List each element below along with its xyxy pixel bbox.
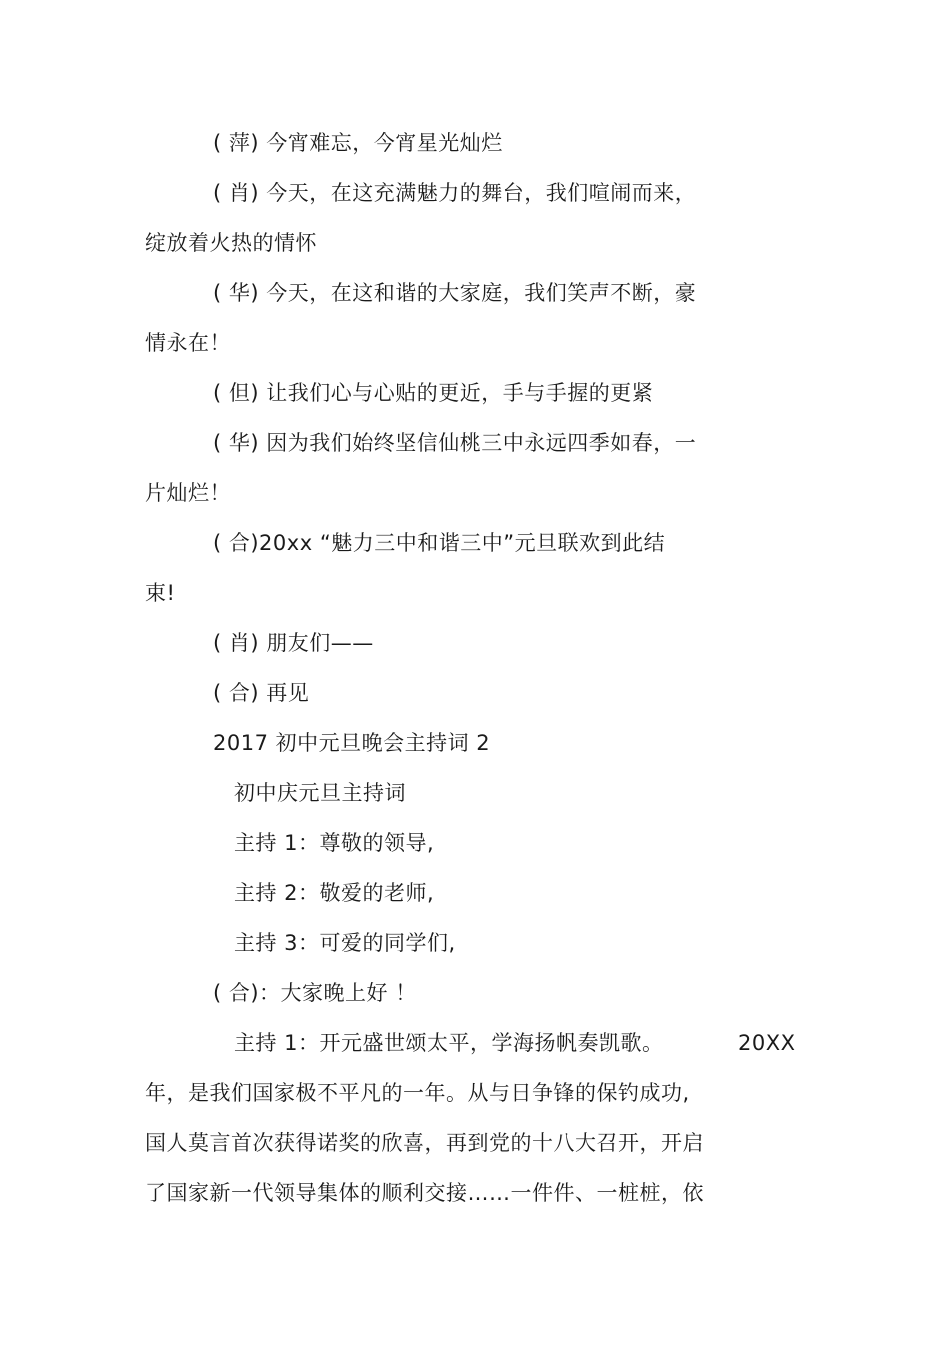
year-label: 20XX: [738, 1031, 796, 1055]
body-paragraph-line: 了国家新一代领导集体的顺利交接……一件件、一桩桩，依: [145, 1181, 704, 1205]
host-line-2: 主持 2：敬爱的老师,: [234, 881, 435, 905]
script-line-hua-2: ( 华) 因为我们始终坚信仙桃三中永远四季如春，一: [213, 431, 697, 455]
script-line-xiao-1: ( 肖) 今天，在这充满魅力的舞台，我们喧闹而来，: [213, 181, 697, 205]
script-line-hua-1: ( 华) 今天，在这和谐的大家庭，我们笑声不断，豪: [213, 281, 697, 305]
section-heading: 2017 初中元旦晚会主持词 2: [213, 731, 491, 755]
body-paragraph-line: 年，是我们国家极不平凡的一年。从与日争锋的保钓成功,: [145, 1081, 690, 1105]
host-line-3: 主持 3：可爱的同学们,: [234, 931, 456, 955]
script-line-dan: ( 但) 让我们心与心贴的更近，手与手握的更紧: [213, 381, 654, 405]
script-line-xiao-2: ( 肖) 朋友们——: [213, 631, 374, 655]
body-paragraph-line: 国人莫言首次获得诺奖的欣喜，再到党的十八大召开，开启: [145, 1131, 704, 1155]
script-line-he-1: ( 合)20xx “魅力三中和谐三中”元旦联欢到此结: [213, 531, 666, 555]
script-line-continuation: 束!: [145, 581, 176, 605]
script-line-continuation: 情永在！: [145, 331, 231, 355]
section-subtitle: 初中庆元旦主持词: [234, 781, 406, 805]
script-line-continuation: 绽放着火热的情怀: [145, 231, 317, 255]
host-line-4: 主持 1：开元盛世颂太平，学海扬帆奏凯歌。: [234, 1031, 664, 1055]
script-line-continuation: 片灿烂！: [145, 481, 231, 505]
script-line-ping: ( 萍) 今宵难忘，今宵星光灿烂: [213, 131, 503, 155]
host-line-1: 主持 1：尊敬的领导,: [234, 831, 435, 855]
script-line-he-2: ( 合) 再见: [213, 681, 310, 705]
script-line-he-3: ( 合)：大家晚上好 ！: [213, 981, 417, 1005]
